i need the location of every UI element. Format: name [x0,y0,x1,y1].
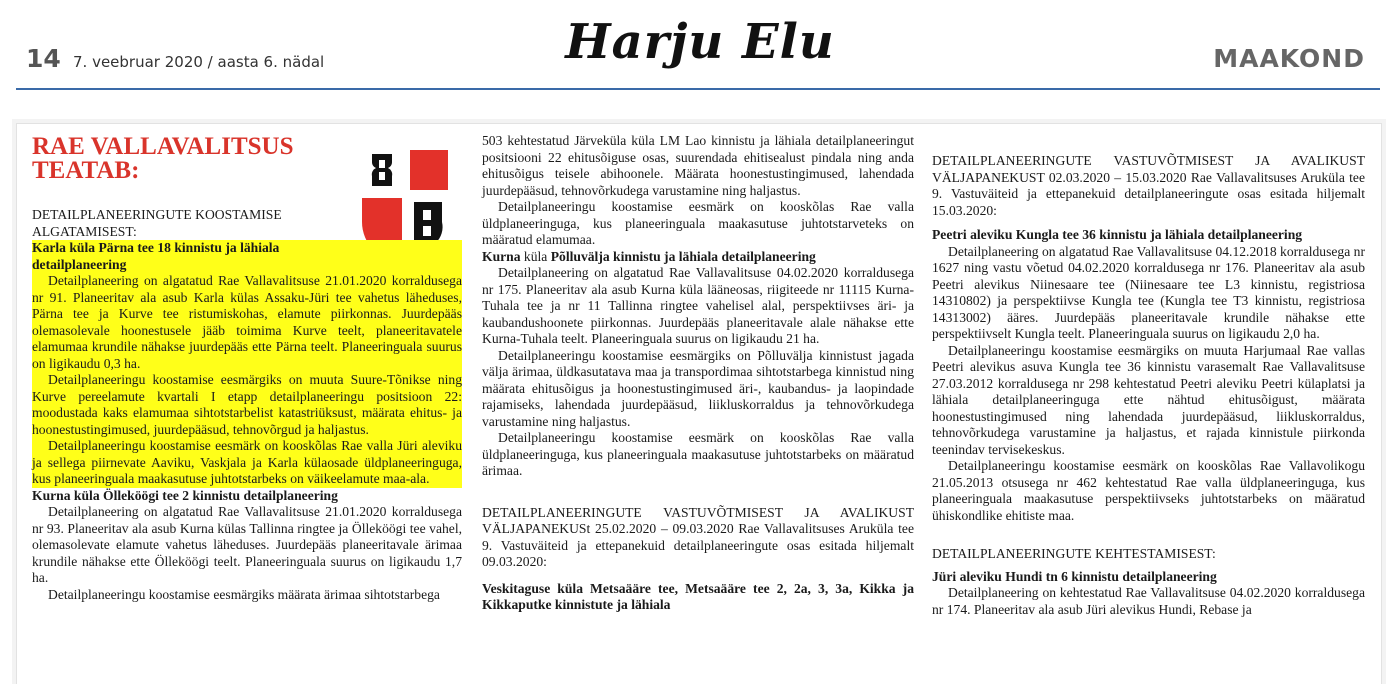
item-title-prefix: Kurna [482,248,521,264]
paragraph: 503 kehtestatud Järveküla küla LM Lao kinnistu ja lähiala detailplaneeringut positsiooni 22 ehitusõiguse osas, suurendada ehitisealust pindala ning anda ehitusõigus teisele abihoonele. Määrata hoonestustingimused, lahendada juurdepääsud, tehnovõrkudega varustamine ning haljastus. [482,133,914,198]
spacer [482,480,914,505]
section-heading-initiation: DETAILPLANEERINGUTE KOOSTAMISE ALGATAMISEST: [32,207,282,239]
section-heading-adoption: DETAILPLANEERINGUTE VASTUVÕTMISEST JA AVALIKUST VÄLJAPANEKUSt 25.02.2020 – 09.03.2020 Rae Vallavalitsuses Aruküla tee 9. Vastuväiteid ja ettepanekuid detailplaneeringute osas esitada hiljemalt 09.03.2020: [482,504,914,569]
spacer [482,571,914,581]
page-number: 14 [26,44,61,73]
item-title [482,249,914,266]
item-title: Peetri aleviku Kungla tee 36 kinnistu ja lähiala detailplaneering [932,227,1303,242]
column-2 [482,133,914,614]
item-title: Veskitaguse küla Metsaääre tee, Metsaääre tee 2, 2a, 3, 3a, Kikka ja Kikkaputke kinnistute ja lähiala [482,580,914,612]
paragraph: Detailplaneeringu koostamise eesmärk on kooskõlas Rae valla üldplaneeringuga, kus planeeringuala maakasutuse juhtotstarveteks on määratud elamumaa. [482,199,914,247]
column-3 [932,153,1365,618]
section-name: MAAKOND [1213,44,1365,73]
item-title: Kurna küla Ölleköögi tee 2 kinnistu detailplaneering [32,487,338,503]
paragraph: Detailplaneering on algatatud Rae Vallavalitsuse 21.01.2020 korraldusega nr 93. Planeeritav ala asub Kurna külas Tallinna ringtee ja Ölleköögi tee vahel, olemasolevate elamute vahetus läheduses. Juurdepääs planeeritavale ärimaa krundile nähakse ette Ölleköögi teelt. Planeeringuala suurus on ligikaudu 1,7 ha. [32,504,462,585]
paragraph: Detailplaneering on algatatud Rae Vallavalitsuse 04.02.2020 korraldusega nr 175. Planeeritav ala asub Kurna küla lääneosas, riigiteede nr 11115 Kurna-Tuhala tee ja nr 11 Tallinna ringtee vahelisel alal, perspektiivses äri- ja kaubandushoonete piirkonnas. Juurdepääs planeeritavale alale nähakse ette Kurna-Tuhala teelt. Planeeringuala suurus on ligikaudu 21 ha. [482,265,914,346]
paragraph: Detailplaneeringu koostamise eesmärgiks määrata ärimaa sihtotstarbega [48,586,440,602]
paragraph: Detailplaneeringu koostamise eesmärk on kooskõlas Rae valla üldplaneeringuga, kus planeeringuala maakasutuse juhtotstarbeks on määratud ärimaa. [482,430,914,478]
page-header [0,0,1391,90]
date-line: 7. veebruar 2020 / aasta 6. nädal [73,53,325,71]
item-title-main: Põlluvälja kinnistu ja lähiala detailplaneering [550,248,816,264]
paragraph: Detailplaneering on algatatud Rae Vallavalitsuse 04.12.2018 korraldusega nr 1627 ning vastu võetud 04.02.2020 korraldusega nr 176. Planeeritav ala asub Peetri alevikus Niinesaare tee (Niinesaare tee L3 kinnistu, registriosa 14310802) ja perspektiivse Kungla tee (Kungla tee T3 kinnistu, registriosa 14313002) ääres. Juurdepääs planeeritavale krundile nähakse ette perspektiivselt Kungla teelt. Planeeringuala suurus on ligikaudu 2,0 ha. [932,243,1365,341]
paragraph: Detailplaneeringu koostamise eesmärgiks on muuta Harjumaal Rae vallas Peetri alevikus asuva Kungla tee 36 kinnistu varasemalt Rae Vallavalitsuse 27.03.2012 korraldusega nr 298 kehtestatud Peetri aleviku Peetri külaplatsi ja lähiala detailplaneeringuga ette nähtud ehitusõigust, määrata hoonestustingimused ning lahendada juurdepääsud, liikluskorraldus, tehnovõrkudega varustamine ja haljastus, et rajada kinnistule piirkonda teenindav tervisekeskus. [932,342,1365,457]
paragraph: Detailplaneering on kehtestatud Rae Vallavalitsuse 04.02.2020 korraldusega nr 174. Planeeritav ala asub Jüri alevikus Hundi, Rebase ja [932,585,1365,617]
publication-logo: Harju Elu [565,14,835,70]
article-title: RAE VALLAVALITSUS TEATAB: [32,133,294,184]
item-title: Karla küla Pärna tee 18 kinnistu ja lähiala detailplaneering [32,240,280,272]
paragraph: Detailplaneering on algatatud Rae Vallavalitsuse 21.01.2020 korraldusega nr 91. Planeeritav ala asub Karla külas Assaku-Jüri tee vahetus läheduses, Pärna tee ja Kurve tee ristumiskohas, elamute piirkonnas. Juurdepääs olemasolevale hoonestusele jääb toimima Kurve teelt, planeeritavatele elamumaa krundile nähakse juurdepääs ette Pärna teelt. Planeeringuala suurus on ligikaudu 0,3 ha. [32,273,462,371]
section-heading-enactment: DETAILPLANEERINGUTE KEHTESTAMISEST: [932,546,1216,561]
paragraph: Detailplaneeringu koostamise eesmärgiks on Põlluvälja kinnistust jagada välja ärimaa, üldkasutatava maa ja transpordimaa sihtotstarbega kinnistud ning määrata ehitusõigus ja hoonestustingimused äri-, kaubandus- ja laopindade rajamiseks, lahendada juurdepääsud, liikluskorraldus ja tehnovõrkudega varustamine ning haljastus. [482,347,914,429]
column-1 [32,135,462,603]
highlighted-block [32,240,462,488]
spacer [932,524,1365,546]
item-title-mid: küla [520,248,551,264]
header-rule [16,88,1380,90]
paragraph: Detailplaneeringu koostamise eesmärk on kooskõlas Rae valla Jüri aleviku ja sellega piirnevate Aaviku, Vaskjala ja Karla külaosade üldplaneeringuga, kus planeeringuala maakasutuse juhtotstarbeks on väikeelamute maa-ala. [32,438,462,486]
section-heading-adoption: DETAILPLANEERINGUTE VASTUVÕTMISEST JA AVALIKUST VÄLJAPANEKUST 02.03.2020 – 15.03.2020 Rae Vallavalitsuses Aruküla tee 9. Vastuväiteid ja ettepanekuid detailplaneeringute osas esitada hiljemalt 15.03.2020: [932,153,1365,218]
spacer [932,219,1365,227]
paragraph: Detailplaneeringu koostamise eesmärk on kooskõlas Rae Vallavolikogu 21.05.2013 otsusega nr 462 kehtestatud Rae valla üldplaneeringuga, kus planeeringuala maakasutuse perspektiivseks juhtotstarbeks on määratud ühiskondlike ehitiste maa. [932,458,1365,523]
item-title: Jüri aleviku Hundi tn 6 kinnistu detailplaneering [932,568,1217,584]
paragraph: Detailplaneeringu koostamise eesmärgiks on muuta Suure-Tõnikse ning Kurve pereelamute kvartali I etapp detailplaneeringu positsioon 22: moodustada kaks elamumaa sihtotstarbelist katastriüksust, määrata ehitus- ja hoonestustingimused, juurdepääsud, tehnovõrgud ja haljastus. [32,372,462,437]
